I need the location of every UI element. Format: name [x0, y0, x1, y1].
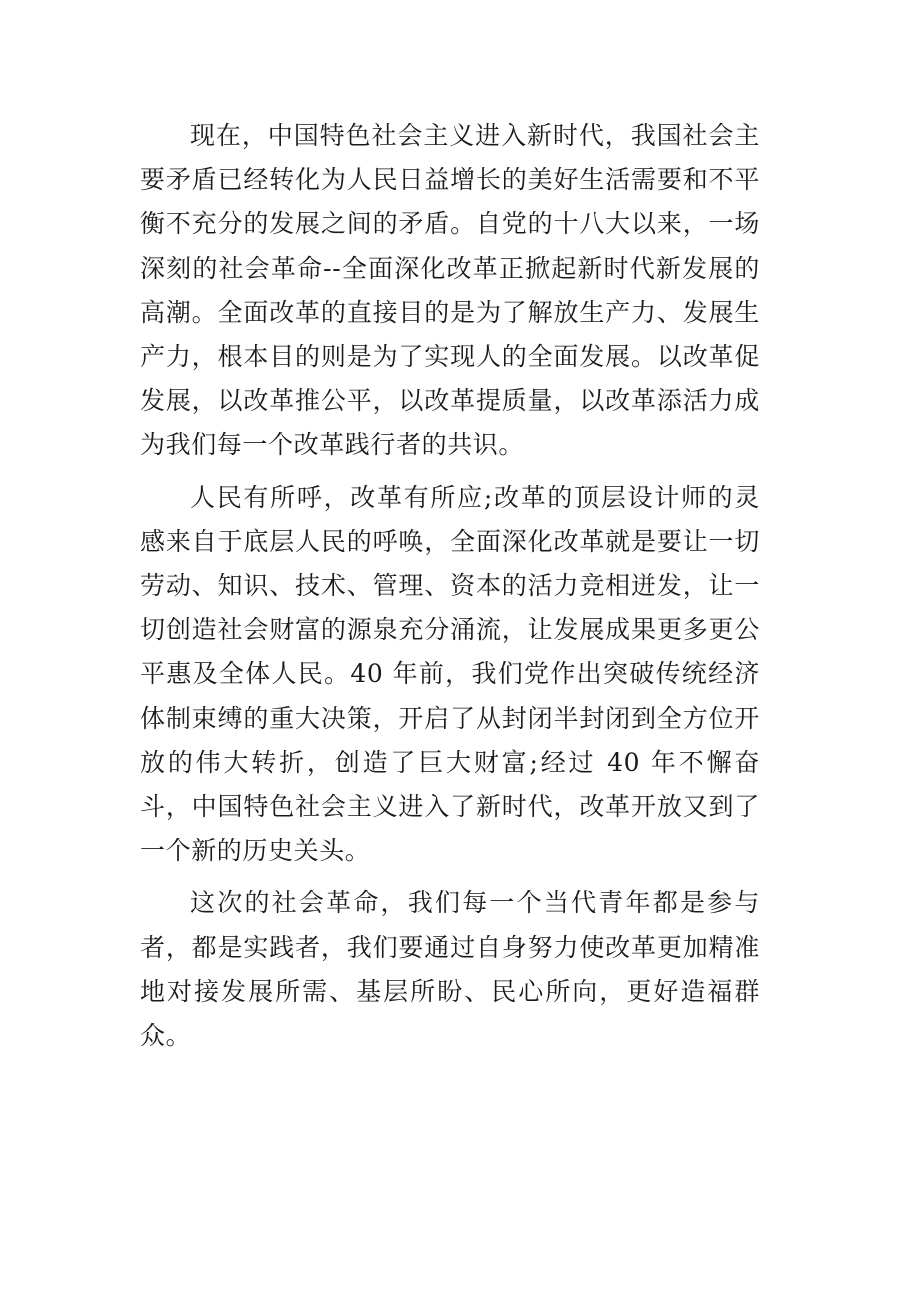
paragraph-2: 人民有所呼，改革有所应;改革的顶层设计师的灵感来自于底层人民的呼唤，全面深化改革就是要让一切劳动、知识、技术、管理、资本的活力竞相迸发，让一切创造社会财富的源泉充分涌流，让发展成果更多更公平惠及全体人民。40 年前，我们党作出突破传统经济体制束缚的重大决策，开启了从封闭半封闭到全方位开放的伟大转折，创造了巨大财富;经过 40 年不懈奋斗，中国特色社会主义进入了新时代，改革开放又到了一个新的历史关头。	[140, 482, 760, 866]
document-body	[140, 114, 760, 1058]
paragraph-1: 现在，中国特色社会主义进入新时代，我国社会主要矛盾已经转化为人民日益增长的美好生活需要和不平衡不充分的发展之间的矛盾。自党的十八大以来，一场深刻的社会革命--全面深化改革正掀起新时代新发展的高潮。全面改革的直接目的是为了解放生产力、发展生产力，根本目的则是为了实现人的全面发展。以改革促发展，以改革推公平，以改革提质量，以改革添活力成为我们每一个改革践行者的共识。	[140, 121, 760, 460]
paragraph-3: 这次的社会革命，我们每一个当代青年都是参与者，都是实践者，我们要通过自身努力使改革更加精准地对接发展所需、基层所盼、民心所向，更好造福群众。	[140, 888, 760, 1051]
